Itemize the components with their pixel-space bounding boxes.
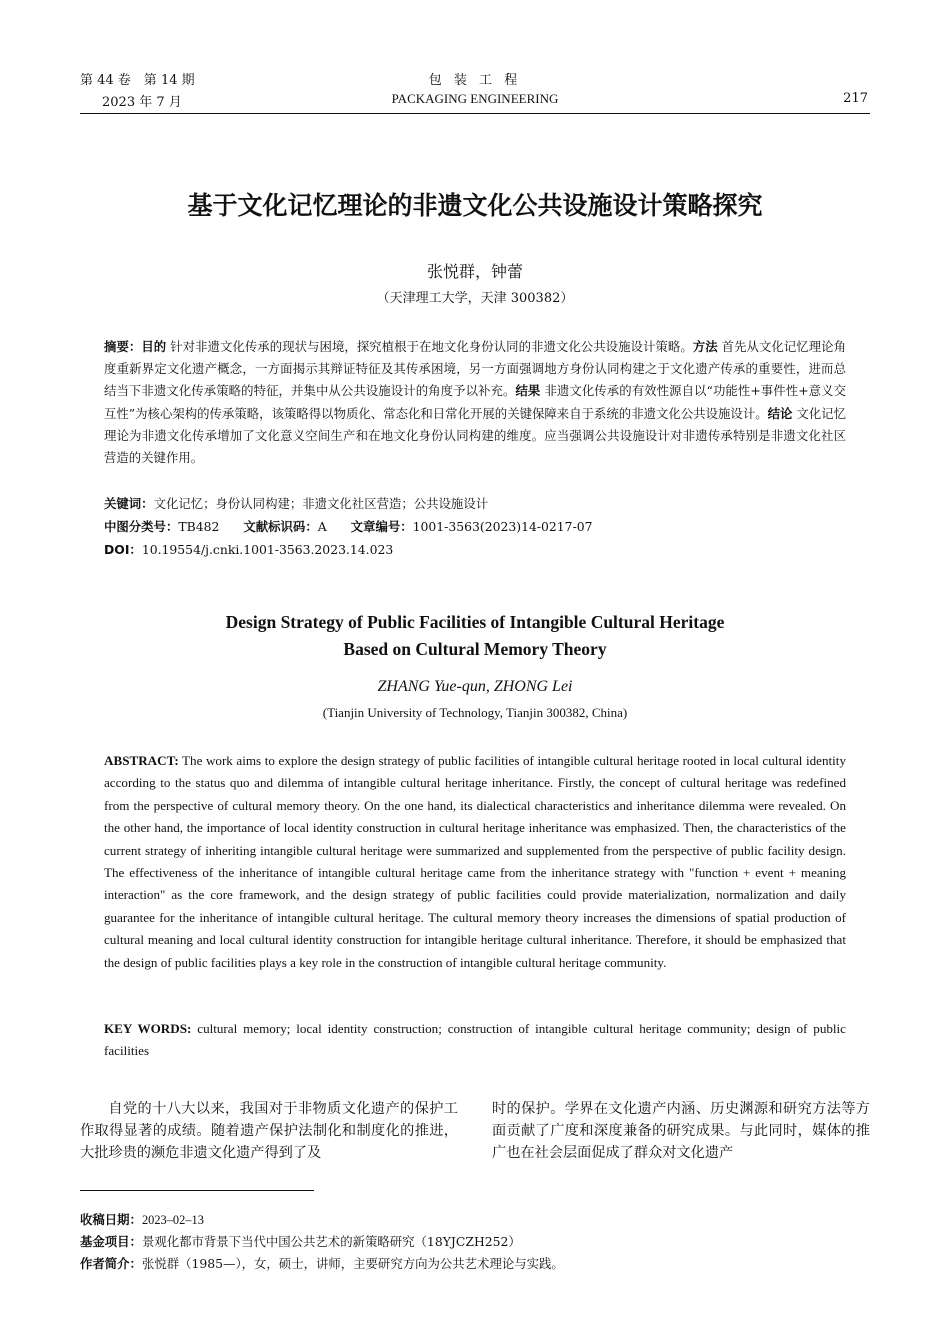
fund-text: 景观化都市背景下当代中国公共艺术的新策略研究（18YJCZH252） bbox=[141, 1234, 521, 1249]
issue-date: 2023 年 7 月 bbox=[102, 95, 182, 110]
abstract-en-text: The work aims to explore the design strategy of public facilities of intangible cultural heritage rooted in local cultural identity according to the status quo and dilemma of intangible cultural heritage inheritance. Firstly, the concept of cultural heritage was redefined from the perspective of cultural memory theory. On the one hand, its dialectical characteristics and inheritance dilemma were revealed. On the other hand, the importance of local identity construction in cultural heritage inheritance was emphasized. Then, the characteristics of the current strategy of inheriting intangible cultural heritage were summarized and supplemented from the perspective of public facility design. The effectiveness of the inheritance of intangible cultural heritage came from the inheritance strategy with "function + event + meaning interaction" as the core framework, and the design strategy of public facilities could provide materialization, normalization and daily guarantee for the inheritance of intangible cultural heritage. The cultural memory theory increases the dimensions of spatial production of cultural meaning and local cultural identity construction for intangible heritage cultural inheritance. Therefore, it should be emphasized that the design of public facilities plays a key role in the construction of intangible cultural heritage community. bbox=[104, 753, 846, 970]
header-rule bbox=[80, 113, 870, 114]
results-label: 结果 bbox=[515, 383, 541, 399]
objective-label: 目的 bbox=[141, 339, 167, 354]
article-number-value: 1001-3563(2023)14-0217-07 bbox=[412, 519, 593, 534]
doi-label: DOI： bbox=[104, 542, 142, 557]
bio-label: 作者简介： bbox=[80, 1256, 142, 1271]
running-header-top bbox=[80, 69, 870, 87]
authors-cn: 张悦群，钟蕾 bbox=[426, 262, 523, 281]
running-header-bottom bbox=[80, 91, 870, 109]
abstract-en bbox=[104, 750, 846, 974]
received-date: 2023–02–13 bbox=[141, 1213, 204, 1227]
keywords-cn bbox=[104, 494, 864, 512]
doc-code-value: A bbox=[317, 519, 327, 534]
paper-title-en-line1: Design Strategy of Public Facilities of Intangible Cultural Heritage bbox=[225, 612, 725, 632]
footnote-received bbox=[80, 1210, 870, 1228]
doi-line bbox=[104, 540, 864, 558]
conclusion-text: 文化记忆理论为非遗文化传承增加了文化意义空间生产和在地文化身份认同构建的维度。应当强调公共设施设计对非遗传承特别是非遗文化社区营造的关键作用。 bbox=[104, 405, 847, 466]
keywords-cn-label: 关键词： bbox=[104, 496, 154, 511]
footnote-author-bio bbox=[80, 1254, 870, 1272]
journal-name-en: PACKAGING ENGINEERING bbox=[391, 91, 559, 106]
bio-text: 张悦群（1985—），女，硕士，讲师，主要研究方向为公共艺术理论与实践。 bbox=[141, 1256, 564, 1271]
keywords-en-text: cultural memory; local identity construction; construction of intangible cultural heritage community; design of public facilities bbox=[104, 1021, 846, 1059]
page-number: 217 bbox=[843, 91, 868, 106]
abstract-en-label: ABSTRACT: bbox=[104, 753, 179, 768]
journal-name-cn: 包 装 工 程 bbox=[428, 73, 522, 88]
authors-en: ZHANG Yue-qun, ZHONG Lei bbox=[377, 678, 573, 695]
article-number-label: 文章编号： bbox=[350, 519, 413, 534]
abstract-cn bbox=[104, 336, 846, 469]
footnote-rule bbox=[80, 1190, 314, 1191]
paper-title-cn: 基于文化记忆理论的非遗文化公共设施设计策略探究 bbox=[187, 191, 763, 220]
keywords-en-label: KEY WORDS: bbox=[104, 1021, 192, 1036]
classification-line bbox=[104, 517, 864, 535]
fund-label: 基金项目： bbox=[80, 1234, 142, 1249]
methods-text: 首先从文化记忆理论角度重新界定文化遗产概念，一方面揭示其辩证特征及其传承困境，另一方面强调地方身份认同构建之于文化遗产传承的重要性，进而总结当下非遗文化传承策略的特征，并集中从公共设施设计的角度予以补充。 bbox=[104, 339, 847, 399]
clc-label: 中图分类号： bbox=[104, 519, 179, 534]
volume-issue: 第 44 卷 第 14 期 bbox=[80, 73, 195, 88]
methods-label: 方法 bbox=[692, 339, 718, 354]
conclusion-label: 结论 bbox=[767, 405, 793, 421]
body-column-left: 自党的十八大以来，我国对于非物质文化遗产的保护工作取得显著的成绩。随着遗产保护法制化和制度化的推进，大批珍贵的濒危非遗文化遗产得到了及 bbox=[80, 1101, 458, 1161]
affiliation-cn: （天津理工大学，天津 300382） bbox=[376, 291, 574, 306]
objective-text: 针对非遗文化传承的现状与困境，探究植根于在地文化身份认同的非遗文化公共设施设计策略。 bbox=[170, 339, 693, 354]
keywords-cn-text: 文化记忆；身份认同构建；非遗文化社区营造；公共设施设计 bbox=[153, 496, 489, 511]
affiliation-en: (Tianjin University of Technology, Tianjin 300382, China) bbox=[322, 705, 628, 720]
clc-value: TB482 bbox=[178, 519, 220, 534]
doi-value[interactable]: 10.19554/j.cnki.1001-3563.2023.14.023 bbox=[141, 542, 394, 557]
doc-code-label: 文献标识码： bbox=[243, 519, 318, 534]
received-label: 收稿日期： bbox=[80, 1212, 142, 1227]
keywords-en bbox=[104, 1018, 846, 1063]
body-column-right: 时的保护。学界在文化遗产内涵、历史渊源和研究方法等方面贡献了广度和深度兼备的研究成果。与此同时，媒体的推广也在社会层面促成了群众对文化遗产 bbox=[492, 1101, 870, 1161]
results-text: 非遗文化传承的有效性源自以“功能性+事件性+意义交互性”为核心架构的传承策略，该策略得以物质化、常态化和日常化开展的关键保障来自于系统的非遗文化公共设施设计。 bbox=[104, 383, 846, 421]
paper-title-en-line2: Based on Cultural Memory Theory bbox=[343, 639, 607, 659]
footnote-fund bbox=[80, 1232, 870, 1250]
paper-title-en bbox=[0, 609, 950, 663]
abstract-cn-label: 摘要： bbox=[104, 339, 142, 354]
